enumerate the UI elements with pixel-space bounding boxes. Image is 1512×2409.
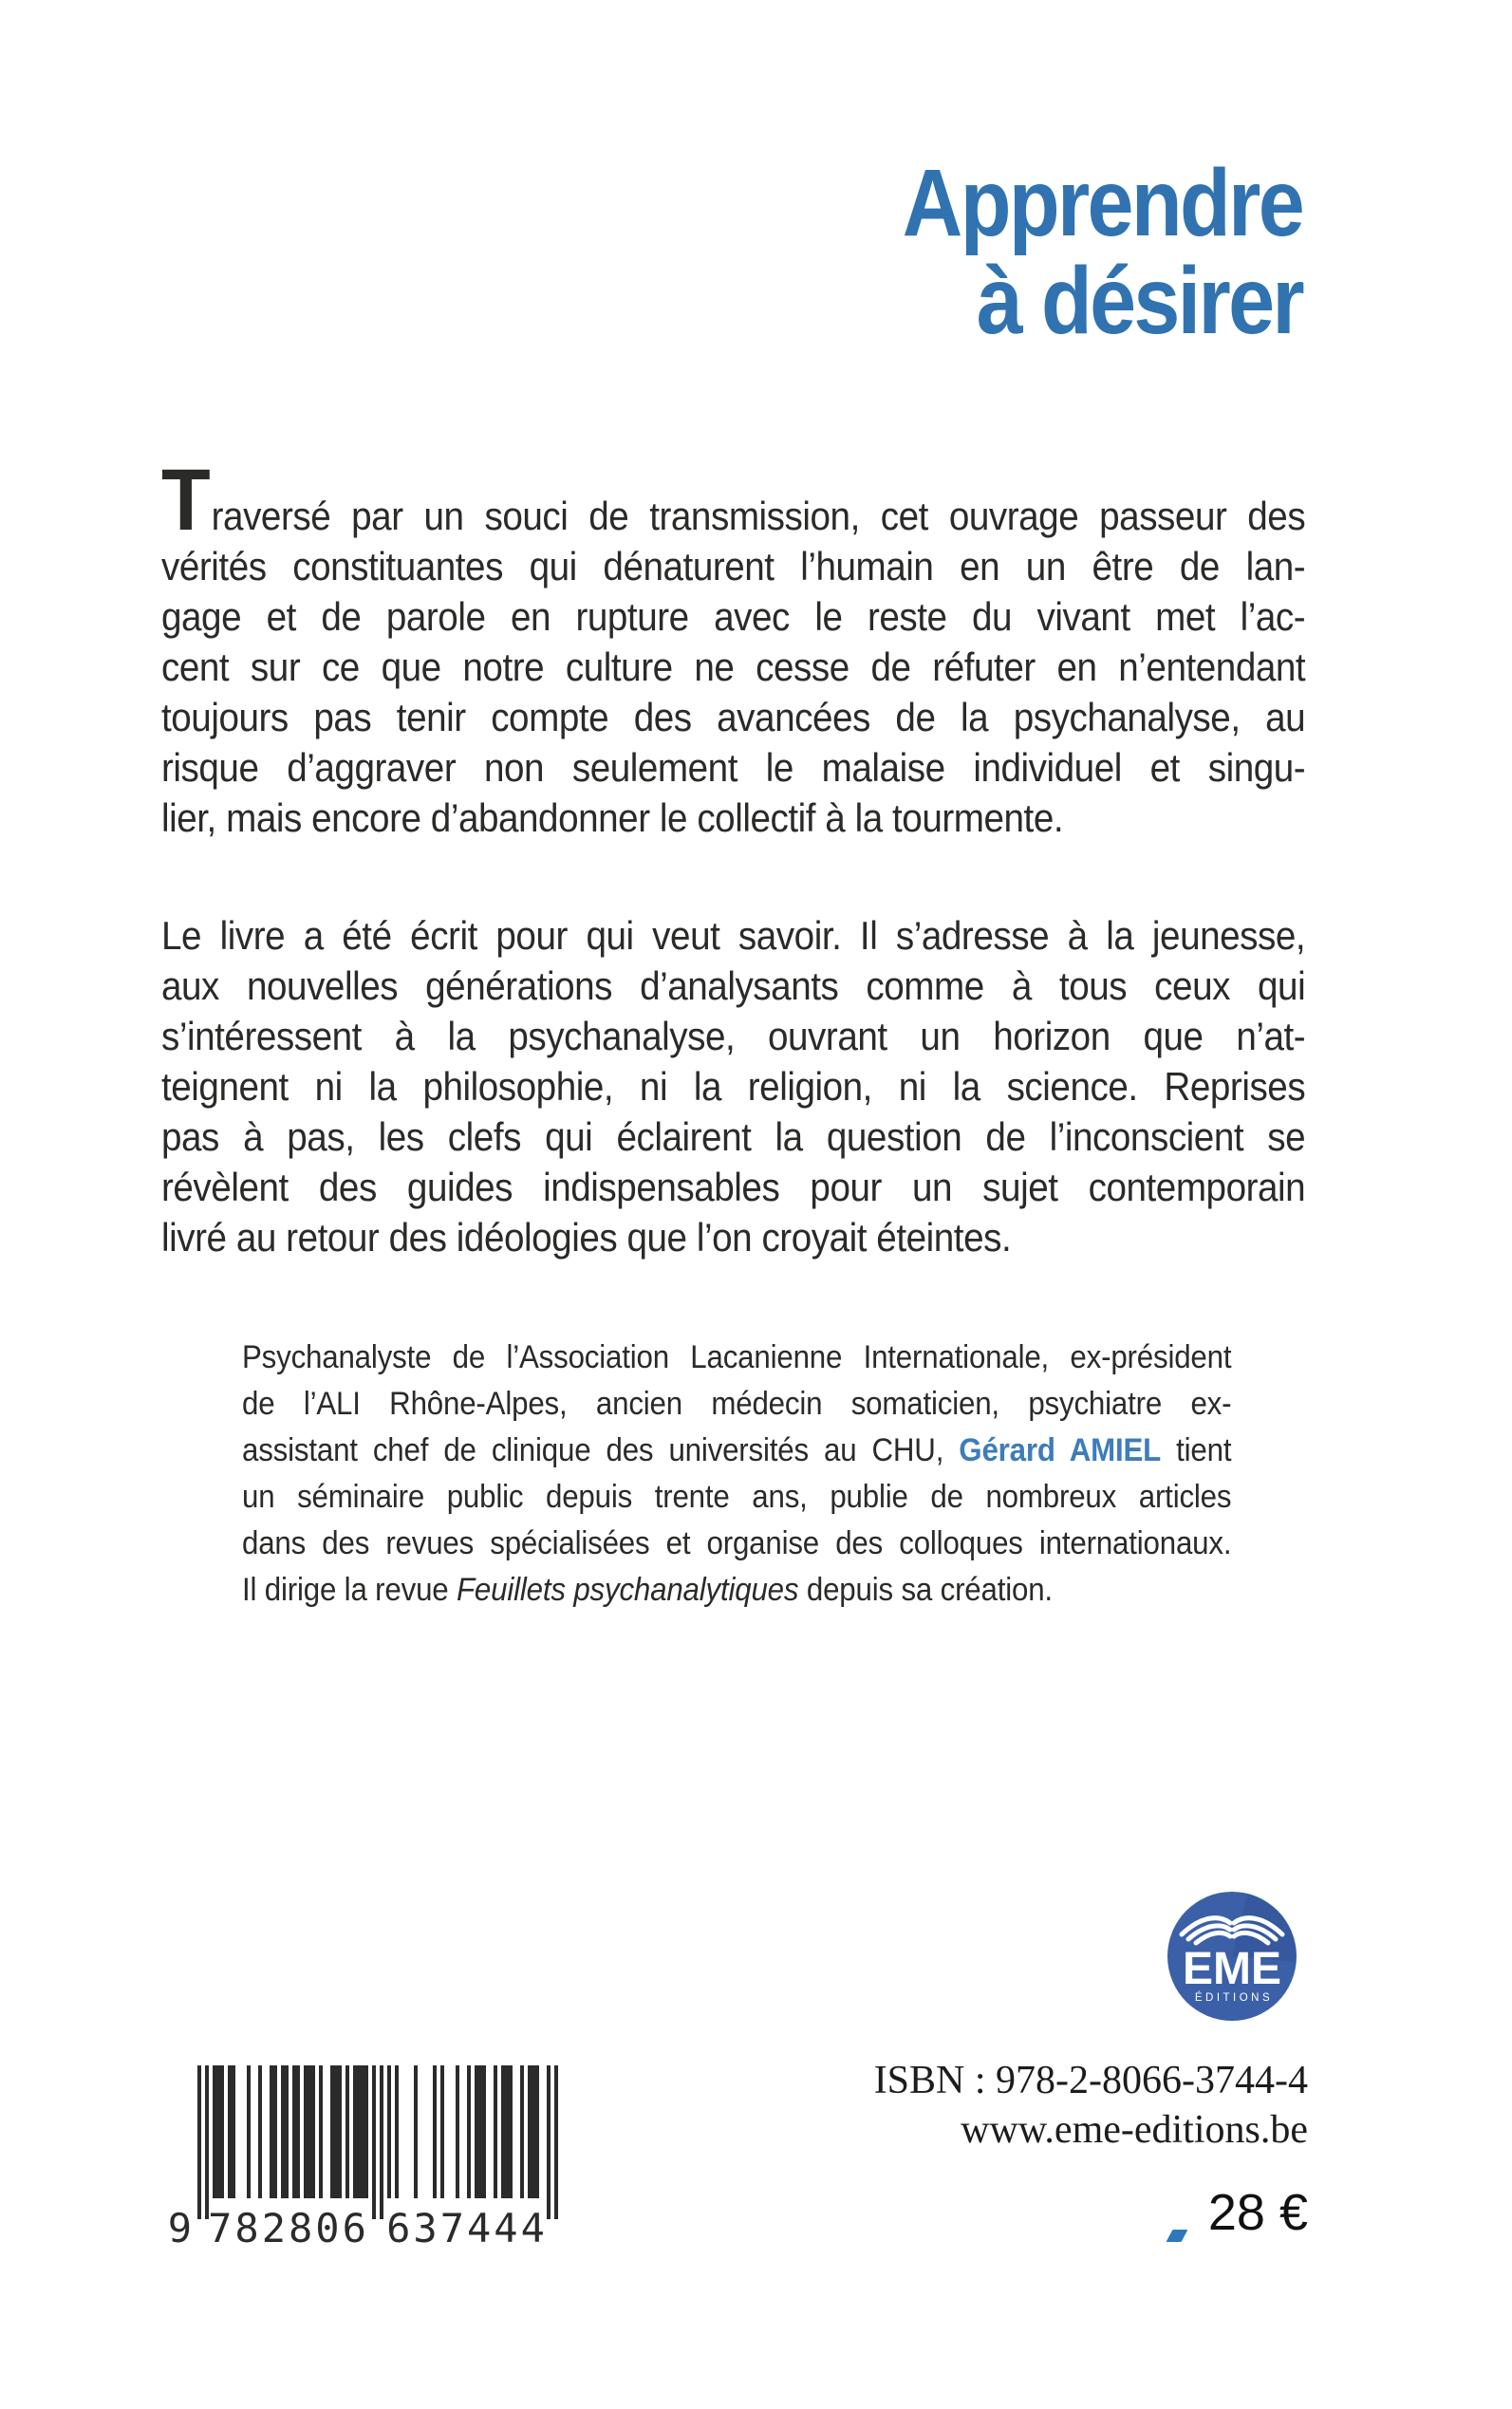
- journal-title: Feuillets psychanalytiques: [457, 1572, 799, 1608]
- synopsis-paragraph-2: [161, 910, 1305, 1262]
- bio-text: depuis sa création.: [798, 1572, 1053, 1608]
- text-line: aux nouvelles générations d’analysants comme à tous ceux qui: [161, 963, 1306, 1008]
- text-line: toujours pas tenir compte des avancées de la psychanalyse, au: [161, 695, 1306, 739]
- bio-text: de l’ALI Rhône-Alpes, ancien médecin somaticien, psychiatre ex-: [242, 1386, 1232, 1422]
- isbn-block: [644, 2056, 1308, 2155]
- bio-text: Il dirige la revue: [242, 1572, 457, 1608]
- text-line: risque d’aggraver non seulement le malaise individuel et singu-: [161, 745, 1306, 790]
- text-line: révèlent des guides indispensables pour un sujet contemporain: [161, 1165, 1306, 1209]
- text-line: teignent ni la philosophie, ni la religion, ni la science. Reprises: [161, 1064, 1306, 1109]
- publisher-logo: [1167, 1892, 1297, 2021]
- text-line: pas à pas, les clefs qui éclairent la question de l’inconscient se: [161, 1114, 1306, 1159]
- drop-cap: T: [161, 452, 209, 549]
- text-line: vérités constituantes qui dénaturent l’humain en un être de lan-: [161, 544, 1306, 588]
- bio-text: Psychanalyste de l’Association Lacanienne Internationale, ex-président: [242, 1339, 1232, 1375]
- bio-line: [242, 1567, 1231, 1614]
- bio-line: [242, 1521, 1231, 1567]
- synopsis-paragraph-1: [161, 452, 1306, 843]
- svg-text:637444: 637444: [386, 2205, 548, 2248]
- text-line: Le livre a été écrit pour qui veut savoir. Il s’adresse à la jeunesse,: [161, 913, 1306, 958]
- bio-line: [242, 1474, 1231, 1521]
- price: 28 €: [1207, 2184, 1308, 2241]
- publisher-logo-graphic: [1167, 1892, 1297, 2021]
- bio-text: assistant chef de clinique des universités au CHU,: [242, 1432, 960, 1468]
- text-line: livré au retour des idéologies que l’on croyait éteintes.: [161, 1215, 1012, 1260]
- bio-text: dans des revues spécialisées et organise des colloques internationaux.: [242, 1525, 1232, 1561]
- text-line: s’intéressent à la psychanalyse, ouvrant un horizon que n’at-: [161, 1014, 1306, 1058]
- book-title-line: à désirer: [976, 248, 1302, 354]
- bio-line: [242, 1381, 1231, 1428]
- text-line: cent sur ce que notre culture ne cesse de réfuter en n’entendant: [161, 644, 1306, 689]
- isbn-number: ISBN : 978-2-8066-3744-4: [873, 2059, 1308, 2102]
- bio-line: [242, 1428, 1231, 1474]
- author-bio: [242, 1335, 1231, 1614]
- publisher-website: www.eme-editions.be: [961, 2108, 1308, 2152]
- text-line: Traversé par un souci de transmission, cet ouvrage passeur des: [161, 452, 1306, 549]
- bio-line: [242, 1335, 1231, 1381]
- book-title-line: Apprendre: [902, 150, 1302, 256]
- text-line: lier, mais encore d’abandonner le collectif à la tourmente.: [161, 795, 1064, 840]
- text-line: gage et de parole en rupture avec le reste du vivant met l’ac-: [161, 594, 1306, 639]
- publisher-acronym: EME: [1182, 1944, 1282, 1994]
- svg-text:782806: 782806: [208, 2205, 369, 2248]
- publisher-subtitle: ÉDITIONS: [1194, 1992, 1274, 2004]
- book-title: [667, 150, 1302, 354]
- bio-text: un séminaire public depuis trente ans, publie de nombreux articles: [242, 1479, 1232, 1515]
- svg-text:9: 9: [167, 2205, 192, 2248]
- ean-barcode: [139, 2062, 566, 2248]
- author-name: Gérard AMIEL: [959, 1432, 1162, 1468]
- bio-text: tient: [1161, 1432, 1232, 1468]
